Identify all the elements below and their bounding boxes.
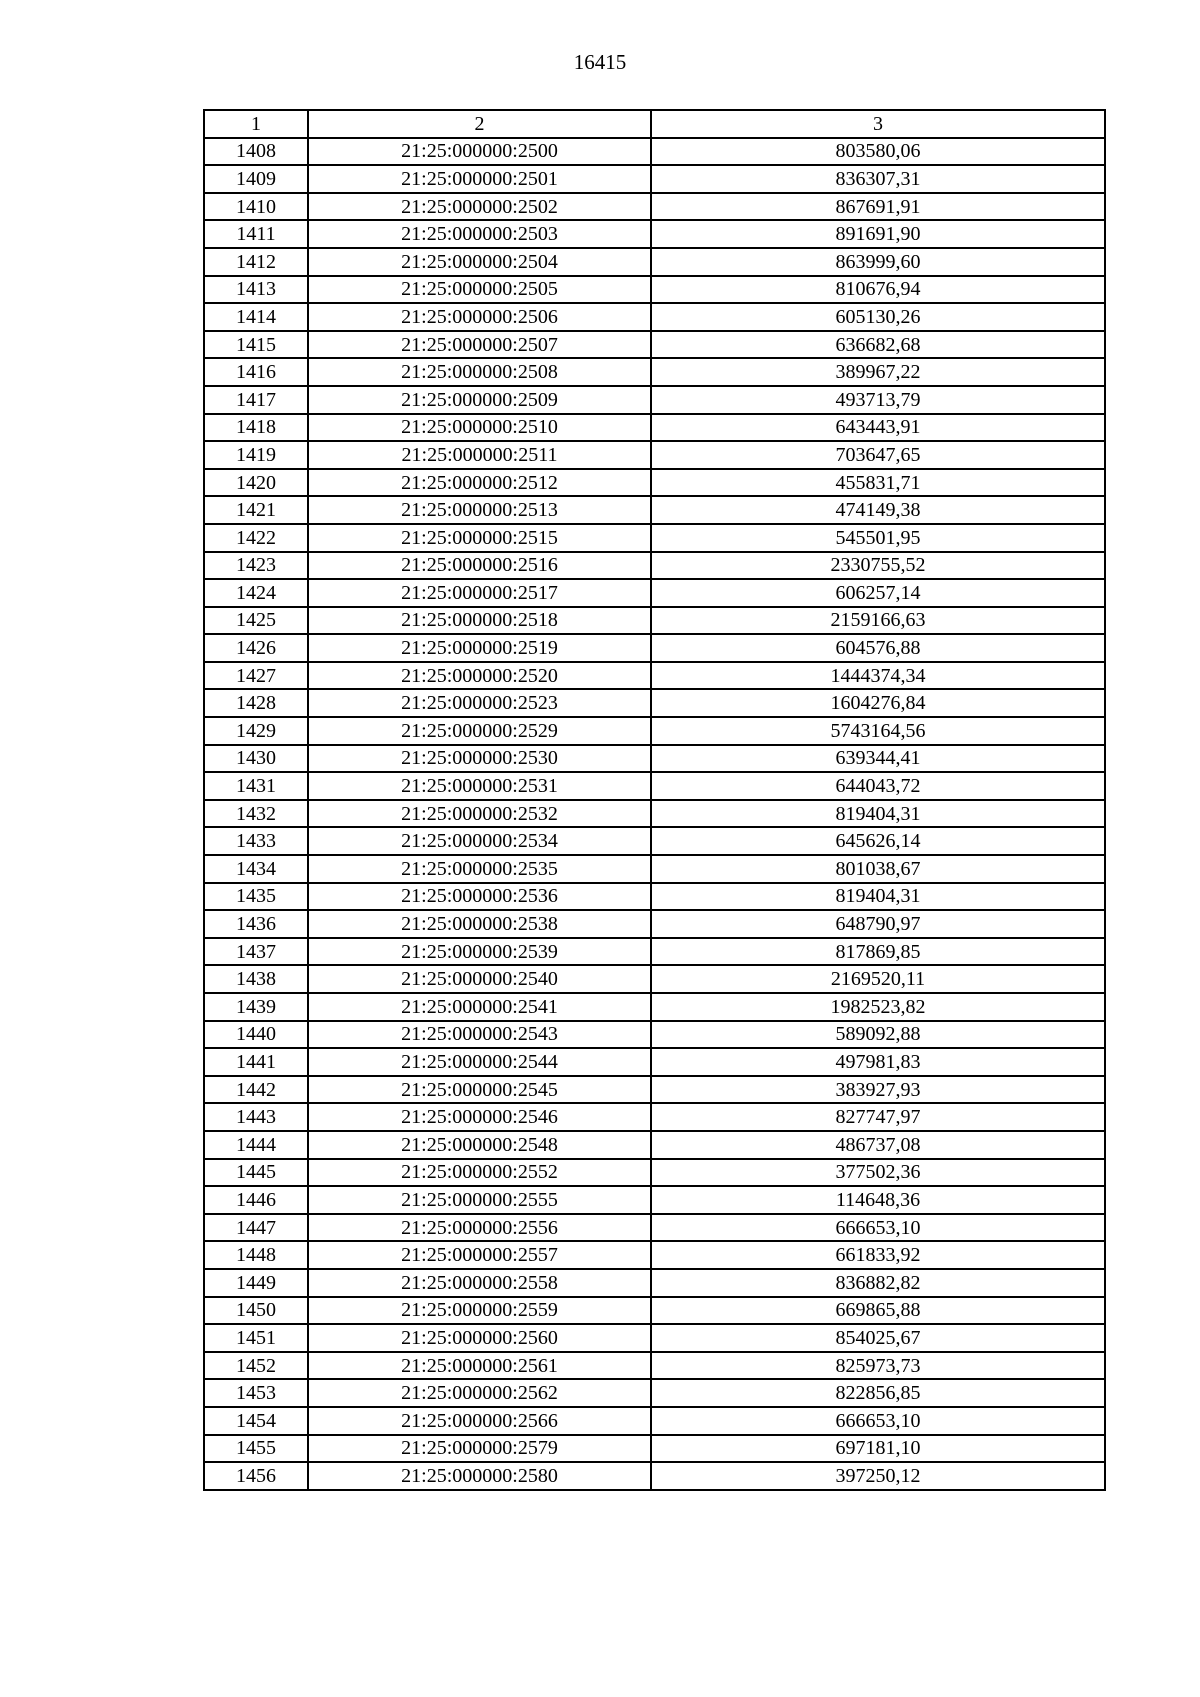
column-header-1: 1 [204, 110, 308, 138]
table-row [204, 386, 1105, 414]
table-row [204, 1269, 1105, 1297]
value-cell: 836307,31 [651, 165, 1105, 193]
value-cell: 817869,85 [651, 938, 1105, 966]
table-row [204, 993, 1105, 1021]
table-row [204, 855, 1105, 883]
cadastral-number-cell: 21:25:000000:2557 [308, 1241, 651, 1269]
row-number-cell: 1441 [204, 1048, 308, 1076]
table-row [204, 607, 1105, 635]
row-number-cell: 1449 [204, 1269, 308, 1297]
value-cell: 819404,31 [651, 883, 1105, 911]
value-cell: 486737,08 [651, 1131, 1105, 1159]
value-cell: 822856,85 [651, 1379, 1105, 1407]
value-cell: 661833,92 [651, 1241, 1105, 1269]
table-row [204, 634, 1105, 662]
table-row [204, 414, 1105, 442]
table-row [204, 1103, 1105, 1131]
table-row [204, 800, 1105, 828]
cadastral-number-cell: 21:25:000000:2500 [308, 138, 651, 166]
value-cell: 803580,06 [651, 138, 1105, 166]
value-cell: 643443,91 [651, 414, 1105, 442]
value-cell: 2159166,63 [651, 607, 1105, 635]
value-cell: 819404,31 [651, 800, 1105, 828]
value-cell: 497981,83 [651, 1048, 1105, 1076]
table-row [204, 303, 1105, 331]
value-cell: 589092,88 [651, 1021, 1105, 1049]
cadastral-number-cell: 21:25:000000:2566 [308, 1407, 651, 1435]
value-cell: 854025,67 [651, 1324, 1105, 1352]
cadastral-number-cell: 21:25:000000:2562 [308, 1379, 651, 1407]
row-number-cell: 1448 [204, 1241, 308, 1269]
value-cell: 2330755,52 [651, 552, 1105, 580]
cadastral-number-cell: 21:25:000000:2503 [308, 220, 651, 248]
cadastral-number-cell: 21:25:000000:2523 [308, 689, 651, 717]
table-row [204, 662, 1105, 690]
table-row [204, 496, 1105, 524]
table-row [204, 1407, 1105, 1435]
value-cell: 669865,88 [651, 1297, 1105, 1325]
table-row [204, 524, 1105, 552]
row-number-cell: 1428 [204, 689, 308, 717]
row-number-cell: 1446 [204, 1186, 308, 1214]
cadastral-number-cell: 21:25:000000:2529 [308, 717, 651, 745]
value-cell: 493713,79 [651, 386, 1105, 414]
table-row [204, 745, 1105, 773]
row-number-cell: 1435 [204, 883, 308, 911]
table-row [204, 1131, 1105, 1159]
row-number-cell: 1432 [204, 800, 308, 828]
row-number-cell: 1445 [204, 1159, 308, 1187]
table-row [204, 772, 1105, 800]
value-cell: 377502,36 [651, 1159, 1105, 1187]
row-number-cell: 1444 [204, 1131, 308, 1159]
value-cell: 114648,36 [651, 1186, 1105, 1214]
value-cell: 867691,91 [651, 193, 1105, 221]
row-number-cell: 1410 [204, 193, 308, 221]
value-cell: 639344,41 [651, 745, 1105, 773]
row-number-cell: 1440 [204, 1021, 308, 1049]
cadastral-number-cell: 21:25:000000:2510 [308, 414, 651, 442]
cadastral-number-cell: 21:25:000000:2556 [308, 1214, 651, 1242]
value-cell: 5743164,56 [651, 717, 1105, 745]
cadastral-number-cell: 21:25:000000:2546 [308, 1103, 651, 1131]
value-cell: 605130,26 [651, 303, 1105, 331]
cadastral-number-cell: 21:25:000000:2516 [308, 552, 651, 580]
cadastral-number-cell: 21:25:000000:2540 [308, 965, 651, 993]
row-number-cell: 1451 [204, 1324, 308, 1352]
row-number-cell: 1454 [204, 1407, 308, 1435]
table-row [204, 717, 1105, 745]
row-number-cell: 1453 [204, 1379, 308, 1407]
cadastral-number-cell: 21:25:000000:2545 [308, 1076, 651, 1104]
page-number: 16415 [573, 50, 627, 74]
row-number-cell: 1456 [204, 1462, 308, 1490]
row-number-cell: 1418 [204, 414, 308, 442]
row-number-cell: 1423 [204, 552, 308, 580]
value-cell: 474149,38 [651, 496, 1105, 524]
table-row [204, 165, 1105, 193]
row-number-cell: 1420 [204, 469, 308, 497]
value-cell: 545501,95 [651, 524, 1105, 552]
value-cell: 389967,22 [651, 358, 1105, 386]
cadastral-number-cell: 21:25:000000:2531 [308, 772, 651, 800]
table-row [204, 441, 1105, 469]
cadastral-number-cell: 21:25:000000:2504 [308, 248, 651, 276]
row-number-cell: 1452 [204, 1352, 308, 1380]
cadastral-number-cell: 21:25:000000:2535 [308, 855, 651, 883]
table-row [204, 1352, 1105, 1380]
value-cell: 666653,10 [651, 1407, 1105, 1435]
value-cell: 836882,82 [651, 1269, 1105, 1297]
table-row [204, 1241, 1105, 1269]
row-number-cell: 1442 [204, 1076, 308, 1104]
row-number-cell: 1413 [204, 276, 308, 304]
cadastral-number-cell: 21:25:000000:2507 [308, 331, 651, 359]
value-cell: 383927,93 [651, 1076, 1105, 1104]
table-row [204, 1214, 1105, 1242]
table-row [204, 1021, 1105, 1049]
cadastral-number-cell: 21:25:000000:2508 [308, 358, 651, 386]
value-cell: 645626,14 [651, 827, 1105, 855]
cadastral-number-cell: 21:25:000000:2520 [308, 662, 651, 690]
table-body [204, 110, 1105, 1490]
table-row [204, 1186, 1105, 1214]
row-number-cell: 1419 [204, 441, 308, 469]
value-cell: 801038,67 [651, 855, 1105, 883]
table-header-row [204, 110, 1105, 138]
row-number-cell: 1433 [204, 827, 308, 855]
table-row [204, 276, 1105, 304]
table-row [204, 689, 1105, 717]
cadastral-number-cell: 21:25:000000:2511 [308, 441, 651, 469]
value-cell: 455831,71 [651, 469, 1105, 497]
value-cell: 636682,68 [651, 331, 1105, 359]
value-cell: 648790,97 [651, 910, 1105, 938]
cadastral-number-cell: 21:25:000000:2538 [308, 910, 651, 938]
row-number-cell: 1424 [204, 579, 308, 607]
cadastral-number-cell: 21:25:000000:2515 [308, 524, 651, 552]
cadastral-number-cell: 21:25:000000:2579 [308, 1435, 651, 1463]
cadastral-number-cell: 21:25:000000:2502 [308, 193, 651, 221]
row-number-cell: 1434 [204, 855, 308, 883]
row-number-cell: 1447 [204, 1214, 308, 1242]
table-row [204, 193, 1105, 221]
row-number-cell: 1429 [204, 717, 308, 745]
value-cell: 1604276,84 [651, 689, 1105, 717]
row-number-cell: 1431 [204, 772, 308, 800]
cadastral-number-cell: 21:25:000000:2561 [308, 1352, 651, 1380]
row-number-cell: 1443 [204, 1103, 308, 1131]
cadastral-number-cell: 21:25:000000:2519 [308, 634, 651, 662]
table-row [204, 138, 1105, 166]
cadastral-number-cell: 21:25:000000:2541 [308, 993, 651, 1021]
row-number-cell: 1430 [204, 745, 308, 773]
row-number-cell: 1436 [204, 910, 308, 938]
table-row [204, 358, 1105, 386]
cadastral-number-cell: 21:25:000000:2543 [308, 1021, 651, 1049]
value-cell: 827747,97 [651, 1103, 1105, 1131]
cadastral-number-cell: 21:25:000000:2558 [308, 1269, 651, 1297]
table-row [204, 827, 1105, 855]
table-row [204, 1379, 1105, 1407]
value-cell: 825973,73 [651, 1352, 1105, 1380]
row-number-cell: 1408 [204, 138, 308, 166]
column-header-2: 2 [308, 110, 651, 138]
row-number-cell: 1412 [204, 248, 308, 276]
cadastral-number-cell: 21:25:000000:2509 [308, 386, 651, 414]
column-header-3: 3 [651, 110, 1105, 138]
row-number-cell: 1455 [204, 1435, 308, 1463]
row-number-cell: 1414 [204, 303, 308, 331]
cadastral-number-cell: 21:25:000000:2505 [308, 276, 651, 304]
table-row [204, 1076, 1105, 1104]
row-number-cell: 1427 [204, 662, 308, 690]
table-row [204, 965, 1105, 993]
cadastral-number-cell: 21:25:000000:2513 [308, 496, 651, 524]
row-number-cell: 1421 [204, 496, 308, 524]
value-cell: 2169520,11 [651, 965, 1105, 993]
value-cell: 666653,10 [651, 1214, 1105, 1242]
table-row [204, 1048, 1105, 1076]
table-row [204, 579, 1105, 607]
cadastral-number-cell: 21:25:000000:2517 [308, 579, 651, 607]
cadastral-number-cell: 21:25:000000:2518 [308, 607, 651, 635]
table-row [204, 1159, 1105, 1187]
value-cell: 863999,60 [651, 248, 1105, 276]
row-number-cell: 1417 [204, 386, 308, 414]
cadastral-number-cell: 21:25:000000:2512 [308, 469, 651, 497]
row-number-cell: 1415 [204, 331, 308, 359]
row-number-cell: 1426 [204, 634, 308, 662]
table-row [204, 1297, 1105, 1325]
value-cell: 1982523,82 [651, 993, 1105, 1021]
table-row [204, 883, 1105, 911]
value-cell: 703647,65 [651, 441, 1105, 469]
cadastral-number-cell: 21:25:000000:2580 [308, 1462, 651, 1490]
cadastral-number-cell: 21:25:000000:2560 [308, 1324, 651, 1352]
row-number-cell: 1422 [204, 524, 308, 552]
cadastral-number-cell: 21:25:000000:2552 [308, 1159, 651, 1187]
cadastral-number-cell: 21:25:000000:2555 [308, 1186, 651, 1214]
row-number-cell: 1425 [204, 607, 308, 635]
cadastral-number-cell: 21:25:000000:2544 [308, 1048, 651, 1076]
cadastral-number-cell: 21:25:000000:2559 [308, 1297, 651, 1325]
cadastral-number-cell: 21:25:000000:2506 [308, 303, 651, 331]
cadastral-number-cell: 21:25:000000:2501 [308, 165, 651, 193]
table-row [204, 248, 1105, 276]
table-row [204, 220, 1105, 248]
value-cell: 644043,72 [651, 772, 1105, 800]
table-row [204, 552, 1105, 580]
data-table [203, 109, 1106, 1491]
value-cell: 604576,88 [651, 634, 1105, 662]
row-number-cell: 1450 [204, 1297, 308, 1325]
value-cell: 1444374,34 [651, 662, 1105, 690]
value-cell: 697181,10 [651, 1435, 1105, 1463]
table-row [204, 1435, 1105, 1463]
row-number-cell: 1409 [204, 165, 308, 193]
value-cell: 397250,12 [651, 1462, 1105, 1490]
value-cell: 606257,14 [651, 579, 1105, 607]
row-number-cell: 1439 [204, 993, 308, 1021]
table-row [204, 1462, 1105, 1490]
value-cell: 810676,94 [651, 276, 1105, 304]
table-row [204, 1324, 1105, 1352]
row-number-cell: 1411 [204, 220, 308, 248]
table-row [204, 938, 1105, 966]
row-number-cell: 1437 [204, 938, 308, 966]
table-row [204, 910, 1105, 938]
row-number-cell: 1416 [204, 358, 308, 386]
table-row [204, 469, 1105, 497]
row-number-cell: 1438 [204, 965, 308, 993]
cadastral-number-cell: 21:25:000000:2532 [308, 800, 651, 828]
cadastral-number-cell: 21:25:000000:2536 [308, 883, 651, 911]
cadastral-number-cell: 21:25:000000:2534 [308, 827, 651, 855]
cadastral-number-cell: 21:25:000000:2530 [308, 745, 651, 773]
cadastral-number-cell: 21:25:000000:2539 [308, 938, 651, 966]
cadastral-number-cell: 21:25:000000:2548 [308, 1131, 651, 1159]
value-cell: 891691,90 [651, 220, 1105, 248]
table-row [204, 331, 1105, 359]
